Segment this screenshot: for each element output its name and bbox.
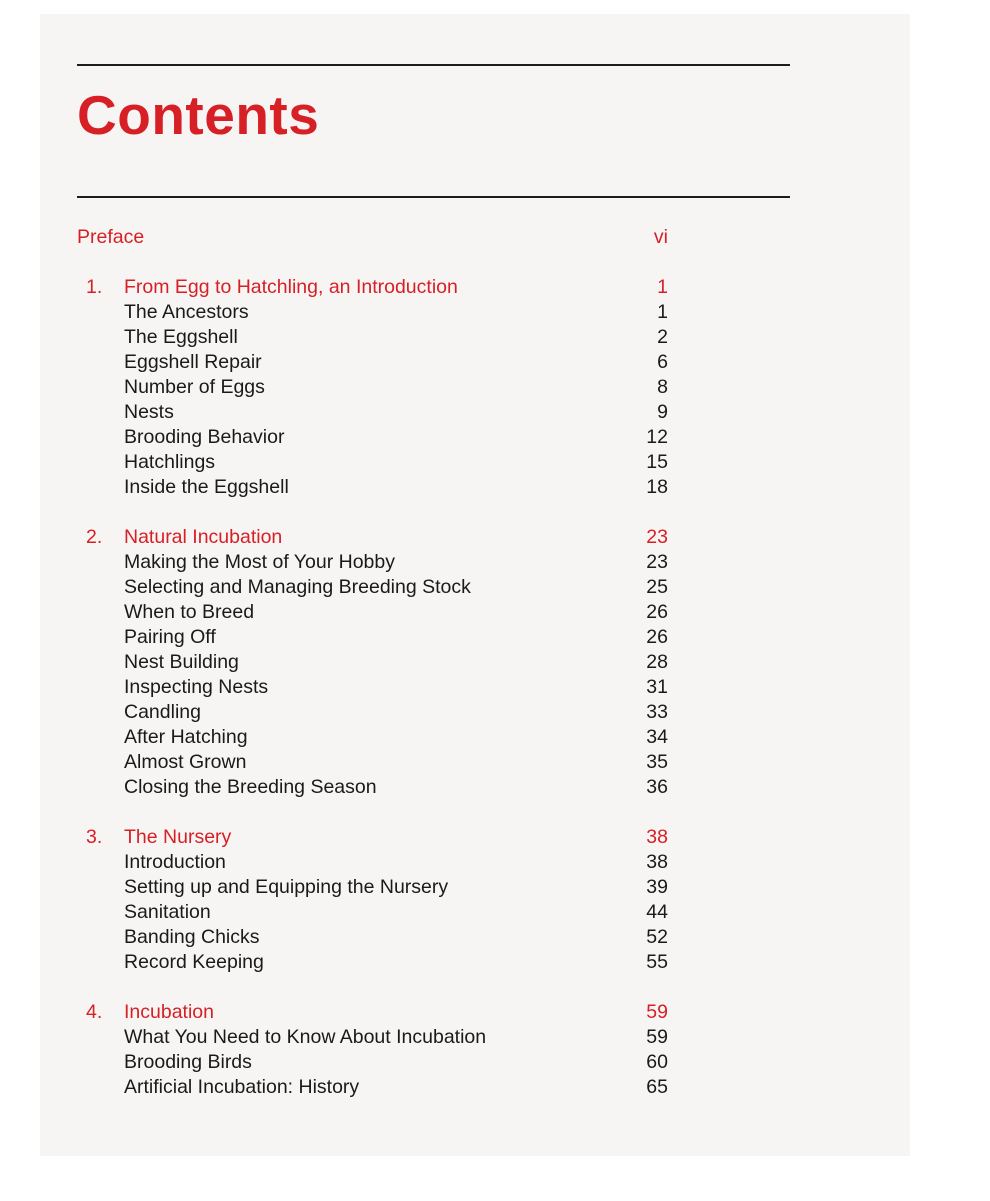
toc-section-row[interactable]: [0, 425, 990, 450]
chapter-page: 59: [646, 1001, 668, 1024]
section-title: Candling: [124, 700, 201, 723]
section-title: Sanitation: [124, 900, 211, 923]
chapter-number: 4.: [86, 1001, 103, 1024]
toc-section-row[interactable]: [0, 550, 990, 575]
section-title: Eggshell Repair: [124, 350, 262, 373]
toc-section-row[interactable]: [0, 400, 990, 425]
toc-section-row[interactable]: [0, 475, 990, 500]
toc-section-row[interactable]: [0, 900, 990, 925]
section-title: When to Breed: [124, 600, 255, 623]
section-title: Selecting and Managing Breeding Stock: [124, 575, 471, 598]
top-rule: [77, 64, 790, 66]
chapter-title: From Egg to Hatchling, an Introduction: [124, 276, 458, 298]
section-title: Brooding Behavior: [124, 425, 285, 448]
toc-section-row[interactable]: [0, 950, 990, 975]
chapter-title: Incubation: [124, 1001, 214, 1024]
toc-section-row[interactable]: [0, 650, 990, 675]
page-title: Contents: [77, 84, 320, 146]
section-page: 59: [646, 1026, 668, 1049]
section-title: Banding Chicks: [124, 925, 260, 948]
toc-section-row[interactable]: [0, 700, 990, 725]
chapter-title: The Nursery: [124, 826, 232, 848]
section-page: 33: [646, 700, 668, 723]
section-title: Record Keeping: [124, 950, 264, 973]
chapter-page: 1: [657, 276, 668, 298]
section-page: 23: [646, 551, 668, 573]
chapter-number: 1.: [86, 276, 103, 298]
section-title: Almost Grown: [124, 750, 247, 773]
toc-section-row[interactable]: [0, 1025, 990, 1050]
toc-section-row[interactable]: [0, 625, 990, 650]
toc-section-row[interactable]: [0, 775, 990, 800]
toc-chapter-row[interactable]: [0, 275, 990, 300]
section-title: Brooding Birds: [124, 1051, 252, 1074]
toc-chapter-row[interactable]: [0, 1000, 990, 1025]
chapter-page: 23: [646, 526, 668, 549]
section-title: The Ancestors: [124, 300, 249, 323]
section-page: 18: [646, 475, 668, 498]
section-page: 36: [646, 775, 668, 798]
toc-section-row[interactable]: [0, 600, 990, 625]
section-title: Number of Eggs: [124, 375, 265, 398]
section-title: The Eggshell: [124, 325, 238, 348]
toc-section-row[interactable]: [0, 1050, 990, 1075]
chapter-title: Natural Incubation: [124, 526, 283, 549]
section-page: 52: [646, 925, 668, 948]
section-page: 9: [657, 400, 668, 423]
toc-section-row[interactable]: [0, 850, 990, 875]
section-title: Inspecting Nests: [124, 675, 269, 698]
section-title: Closing the Breeding Season: [124, 775, 377, 798]
section-page: 12: [646, 425, 668, 448]
toc-chapter-row[interactable]: [0, 825, 990, 850]
section-title: Inside the Eggshell: [124, 475, 289, 498]
section-page: 6: [657, 350, 668, 373]
section-page: 55: [646, 950, 668, 973]
section-page: 60: [646, 1051, 668, 1074]
section-page: 26: [646, 625, 668, 648]
toc-preface-label: Preface: [77, 226, 145, 248]
section-page: 8: [657, 375, 668, 398]
section-page: 39: [646, 875, 668, 898]
section-page: 34: [646, 725, 668, 748]
section-title: Pairing Off: [124, 625, 216, 648]
section-title: Artificial Incubation: History: [124, 1076, 360, 1099]
section-page: 1: [657, 300, 668, 323]
section-title: Hatchlings: [124, 450, 216, 473]
toc-preface-row[interactable]: [0, 225, 990, 250]
toc-section-row[interactable]: [0, 875, 990, 900]
section-title: Making the Most of Your Hobby: [124, 551, 395, 573]
toc-section-row[interactable]: [0, 375, 990, 400]
toc-section-row[interactable]: [0, 725, 990, 750]
toc-section-row[interactable]: [0, 350, 990, 375]
section-title: After Hatching: [124, 725, 248, 748]
toc-section-row[interactable]: [0, 300, 990, 325]
section-page: 31: [646, 675, 668, 698]
toc-section-row[interactable]: [0, 325, 990, 350]
section-title: What You Need to Know About Incubation: [124, 1026, 487, 1049]
section-page: 44: [646, 900, 668, 923]
toc-section-row[interactable]: [0, 1075, 990, 1100]
toc-preface-page: vi: [653, 226, 668, 248]
section-page: 28: [646, 650, 668, 673]
chapter-number: 3.: [86, 826, 103, 848]
section-page: 15: [646, 450, 668, 473]
section-page: 38: [646, 850, 668, 873]
section-title: Introduction: [124, 850, 226, 873]
section-title: Nests: [124, 400, 174, 423]
toc-section-row[interactable]: [0, 750, 990, 775]
section-page: 25: [646, 575, 668, 598]
toc-section-row[interactable]: [0, 925, 990, 950]
title-rule: [77, 196, 790, 198]
section-title: Setting up and Equipping the Nursery: [124, 875, 449, 898]
section-page: 2: [657, 325, 668, 348]
section-page: 35: [646, 750, 668, 773]
chapter-page: 38: [646, 826, 668, 848]
chapter-number: 2.: [86, 526, 103, 549]
section-page: 26: [646, 600, 668, 623]
toc-section-row[interactable]: [0, 675, 990, 700]
toc-section-row[interactable]: [0, 575, 990, 600]
section-title: Nest Building: [124, 650, 239, 673]
toc-chapter-row[interactable]: [0, 525, 990, 550]
toc-section-row[interactable]: [0, 450, 990, 475]
section-page: 65: [646, 1076, 668, 1099]
